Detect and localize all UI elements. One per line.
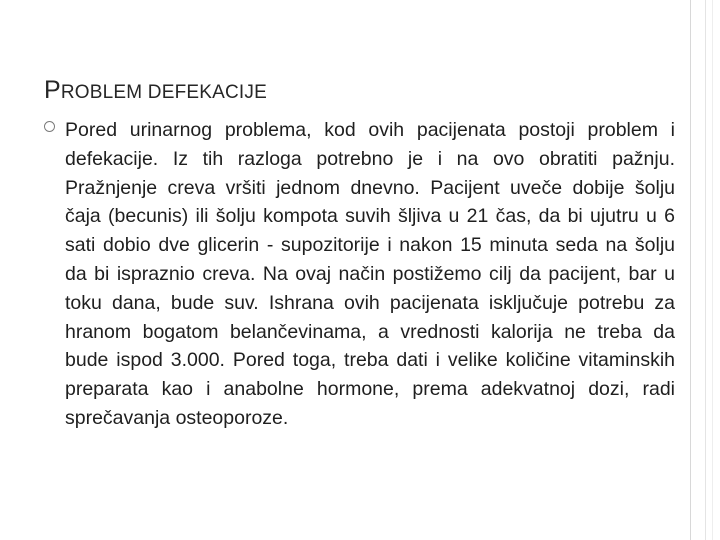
slide-edge-line — [712, 0, 713, 540]
slide-title — [44, 76, 267, 105]
hollow-circle-bullet-icon — [44, 121, 55, 132]
slide-title-initial: P — [44, 76, 61, 104]
bullet-paragraph: Pored urinarnog problema, kod ovih pacijenata postoji problem i defekacije. Iz tih razloga potrebno je i na ovo obratiti pažnju. Pražnjenje creva vršiti jednom dnevno. Pacijent uveče dobije šolju čaja (becunis) ili šolju kompota suvih šljiva u 21 čas, da bi ujutru u 6 sati dobio dve glicerin - supozitorije i nakon 15 minuta seda na šolju da bi ispraznio creva. Na ovaj način postižemo cilj da pacijent, bar u toku dana, bude suv. Ishrana ovih pacijenata isključuje potrebu za hranom bogatom belančevinama, a vrednosti kalorija ne treba da bude ispod 3.000. Pored toga, treba dati i velike količine vitaminskih preparata kao i anabolne hormone, prema adekvatnoj dozi, radi sprečavanja osteoporoze. — [65, 119, 675, 429]
slide-edge-line — [690, 0, 691, 540]
slide-edge-line — [705, 0, 706, 540]
slide-title-rest: ROBLEM DEFEKACIJE — [60, 82, 267, 103]
